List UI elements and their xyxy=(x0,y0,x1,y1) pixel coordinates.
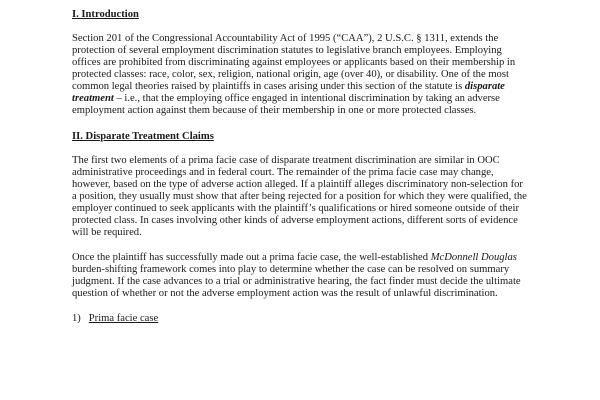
introduction-paragraph xyxy=(72,33,530,117)
mcdonnell-douglas-case-name: McDonnell Douglas xyxy=(430,252,517,263)
introduction-text-start: Section 201 of the Congressional Accountability Act of 1995 (“CAA”), 2 U.S.C. § 1311, extends the protection of several employment discrimination statutes to legislative branch employees. Employing offices are prohibited from discriminating against employees or applicants based on their membership in protected classes: race, color, sex, religion, national origin, age (over 40), or disability. One of the most common legal theories raised by plaintiffs in cases arising under this section of the statute is xyxy=(72,33,516,92)
introduction-text-end: – i.e., that the employing office engaged in intentional discrimination by taking an adverse employment action against them because of their membership in one or more protected classes. xyxy=(72,93,500,116)
subsection-heading-prima-facie xyxy=(72,313,530,325)
subsection-number: 1) xyxy=(72,313,81,324)
section-heading-disparate-treatment: II. Disparate Treatment Claims xyxy=(72,131,214,142)
paragraph-2-text-end: burden-shifting framework comes into play to determine whether the case can be resolved on summary judgment. If the case advances to a trial or administrative hearing, the fact finder must decide the ultimate question of whether or not the adverse employment action was the result of unlawful discrimination. xyxy=(72,264,521,299)
disparate-treatment-paragraph-1: The first two elements of a prima facie case of disparate treatment discrimination are similar in OOC administrative proceedings and in federal court. The remainder of the prima facie case may change, however, based on the type of adverse action alleged. If a plaintiff alleges discriminatory non-selection for a position, they usually must show that after being rejected for a position for which they were qualified, the employer continued to seek applicants with the plaintiff’s qualifications or hired someone outside of their protected class. In cases involving other kinds of adverse employment actions, different sorts of evidence will be required. xyxy=(72,155,527,238)
document-content xyxy=(72,9,530,325)
disparate-treatment-term: disparate treatment xyxy=(72,81,505,104)
disparate-treatment-paragraph-2 xyxy=(72,252,530,300)
paragraph-2-text-start: Once the plaintiff has successfully made out a prima facie case, the well-established xyxy=(72,252,431,263)
section-heading-introduction: I. Introduction xyxy=(72,9,139,20)
subsection-title: Prima facie case xyxy=(88,313,159,324)
